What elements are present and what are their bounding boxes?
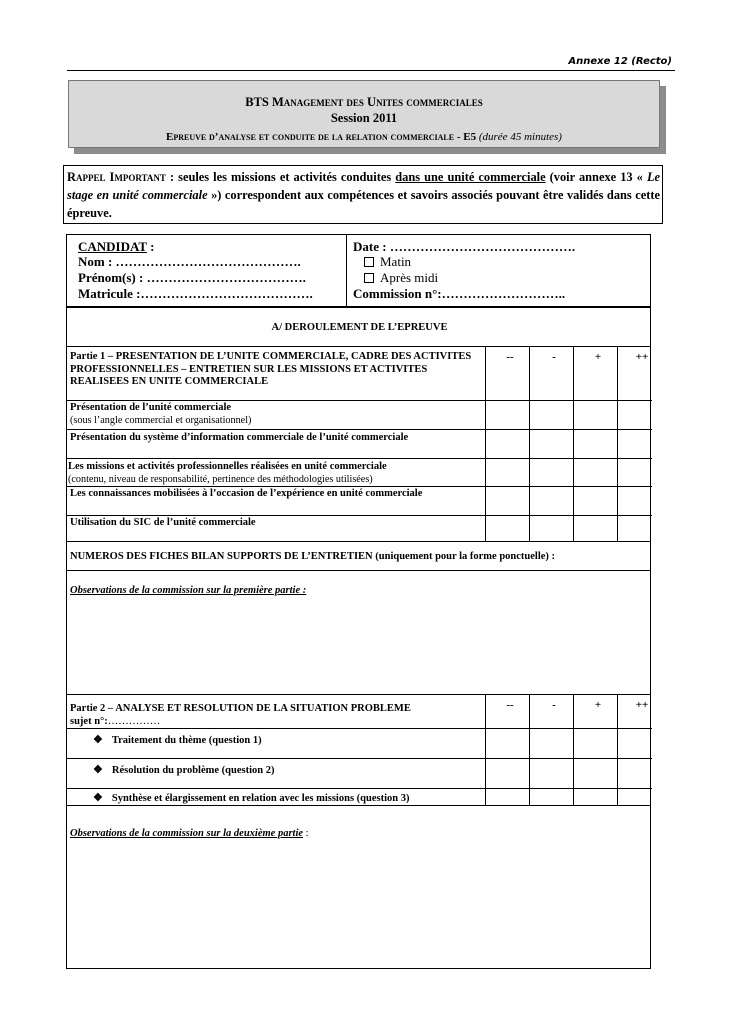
partie2-item-3 [93, 792, 409, 806]
diamond-bullet-icon: ❖ [93, 734, 103, 746]
header-duration: (durée 45 minutes) [478, 131, 562, 143]
partie1-item-2 [70, 432, 482, 445]
grade-header-very-low: -- [506, 351, 514, 363]
row-divider [67, 570, 650, 571]
grade-header-very-high: ++ [635, 699, 649, 711]
obs1-label: Observations de la commission sur la première partie : [70, 585, 307, 596]
candidate-box [66, 234, 651, 307]
partie2-sujet-label: sujet n°: [70, 715, 108, 727]
header-epreuve-title: Epreuve d’analyse et conduite de la relation commerciale - E5 [166, 131, 477, 143]
candidate-divider [346, 235, 347, 306]
row-divider [67, 788, 652, 789]
section-a-title: A/ DEROULEMENT DE L’EPREUVE [271, 322, 448, 333]
partie1-item-1 [70, 402, 482, 427]
candidat-heading [78, 239, 154, 254]
prenom-label: Prénom(s) : ………………………………. [78, 270, 306, 285]
row-divider [67, 728, 652, 729]
rappel-text3: ») correspondent aux compétences et savoirs associés pouvant être validés dans cette épreuve. [67, 188, 660, 220]
grade-header-very-high: ++ [635, 351, 649, 363]
rappel-underlined: dans une unité commerciale [395, 170, 546, 184]
prenom-field[interactable] [78, 270, 306, 285]
row-divider [67, 486, 652, 487]
row-divider [67, 694, 650, 695]
item-label: Traitement du thème (question 1) [111, 735, 262, 746]
observations-part1[interactable] [70, 585, 306, 596]
matin-label: Matin [380, 254, 412, 269]
row-divider [67, 515, 652, 516]
matin-checkbox[interactable] [364, 257, 374, 267]
fiches-bilan[interactable] [70, 551, 650, 564]
item-title: Présentation du système d’information commerciale de l’unité commerciale [70, 432, 409, 443]
header-box [68, 80, 660, 148]
row-divider [67, 805, 650, 806]
rappel-text1: : seules les missions et activités conduites [165, 170, 396, 184]
grade-header-high: + [594, 351, 602, 363]
item-title: Présentation de l’unité commerciale [70, 402, 232, 413]
partie2-item-2 [93, 764, 274, 778]
row-divider [67, 429, 652, 430]
diamond-bullet-icon: ❖ [93, 764, 103, 776]
evaluation-table [66, 307, 651, 969]
rappel-text2: (voir annexe 13 « [545, 170, 647, 184]
grade-header-high: + [594, 699, 602, 711]
obs2-label: Observations de la commission sur la deuxième partie [70, 828, 304, 839]
header-title: BTS Management des Unites commerciales [245, 95, 483, 109]
date-label: Date : ……………………………………. [353, 239, 576, 254]
commission-field[interactable] [353, 286, 565, 301]
fiches-label: NUMEROS DES FICHES BILAN SUPPORTS DE L’ENTRETIEN [70, 551, 373, 562]
header-epreuve [69, 131, 659, 143]
matricule-label: Matricule :…………………………………. [78, 286, 313, 301]
nom-label: Nom : ……………………………………. [78, 254, 301, 269]
grade-header-low: - [552, 699, 556, 711]
row-divider [67, 346, 650, 347]
item-title: Les connaissances mobilisées à l’occasion de l’expérience en unité commerciale [70, 488, 423, 499]
item-title: Les missions et activités professionnelles réalisées en unité commerciale [68, 461, 387, 472]
partie2-title-block [70, 703, 482, 728]
row-divider [67, 541, 650, 542]
partie1-title: Partie 1 – PRESENTATION DE L’UNITE COMMERCIALE, CADRE DES ACTIVITES PROFESSIONNELLES – ENTRETIEN SUR LES MISSIONS ET ACTIVITES REALISEES EN UNITE COMMERCIALE [70, 351, 472, 387]
item-title: Utilisation du SIC de l’unité commerciale [70, 517, 256, 528]
date-field[interactable] [353, 239, 575, 254]
matricule-field[interactable] [78, 286, 313, 301]
grade-col-line [529, 346, 530, 541]
apres-midi-option[interactable] [364, 270, 438, 285]
row-divider [67, 758, 652, 759]
item-subtitle: (contenu, niveau de responsabilité, pertinence des méthodologies utilisées) [68, 473, 373, 485]
rappel-important [63, 165, 663, 224]
row-divider [67, 400, 652, 401]
diamond-bullet-icon: ❖ [93, 792, 103, 804]
candidat-colon: : [146, 239, 155, 254]
fiches-note: (uniquement pour la forme ponctuelle) : [372, 551, 556, 562]
grade-header-very-low: -- [506, 699, 514, 711]
grade-col-line [617, 346, 618, 541]
nom-field[interactable] [78, 254, 301, 269]
annex-label: Annexe 12 (Recto) [568, 56, 672, 67]
apres-midi-label: Après midi [380, 270, 439, 285]
partie2-item-1 [93, 734, 262, 748]
rappel-italic: Le stage en unité commerciale [67, 170, 661, 202]
candidat-label: CANDIDAT [78, 239, 147, 254]
rappel-lead: Rappel Important [67, 170, 166, 184]
obs2-colon: : [303, 828, 309, 839]
item-label: Synthèse et élargissement en relation avec les missions (question 3) [111, 793, 410, 804]
grade-col-line [573, 346, 574, 541]
observations-part2[interactable] [70, 828, 309, 839]
partie1-item-4 [70, 488, 425, 501]
item-label: Résolution du problème (question 2) [111, 765, 275, 776]
grade-col-line [485, 346, 486, 541]
apres-midi-checkbox[interactable] [364, 273, 374, 283]
row-divider [67, 458, 652, 459]
partie1-item-3 [68, 461, 482, 486]
partie2-sujet-dots[interactable]: …………… [107, 715, 161, 727]
matin-option[interactable] [364, 254, 411, 269]
header-session: Session 2011 [330, 111, 398, 125]
partie2-title: Partie 2 – ANALYSE ET RESOLUTION DE LA SITUATION PROBLEME [70, 703, 411, 714]
top-rule [67, 70, 675, 71]
commission-label: Commission n°:……………………….. [353, 286, 566, 301]
grade-header-low: - [552, 351, 556, 363]
item-subtitle: (sous l’angle commercial et organisationnel) [70, 414, 252, 426]
partie1-item-5 [70, 517, 482, 530]
